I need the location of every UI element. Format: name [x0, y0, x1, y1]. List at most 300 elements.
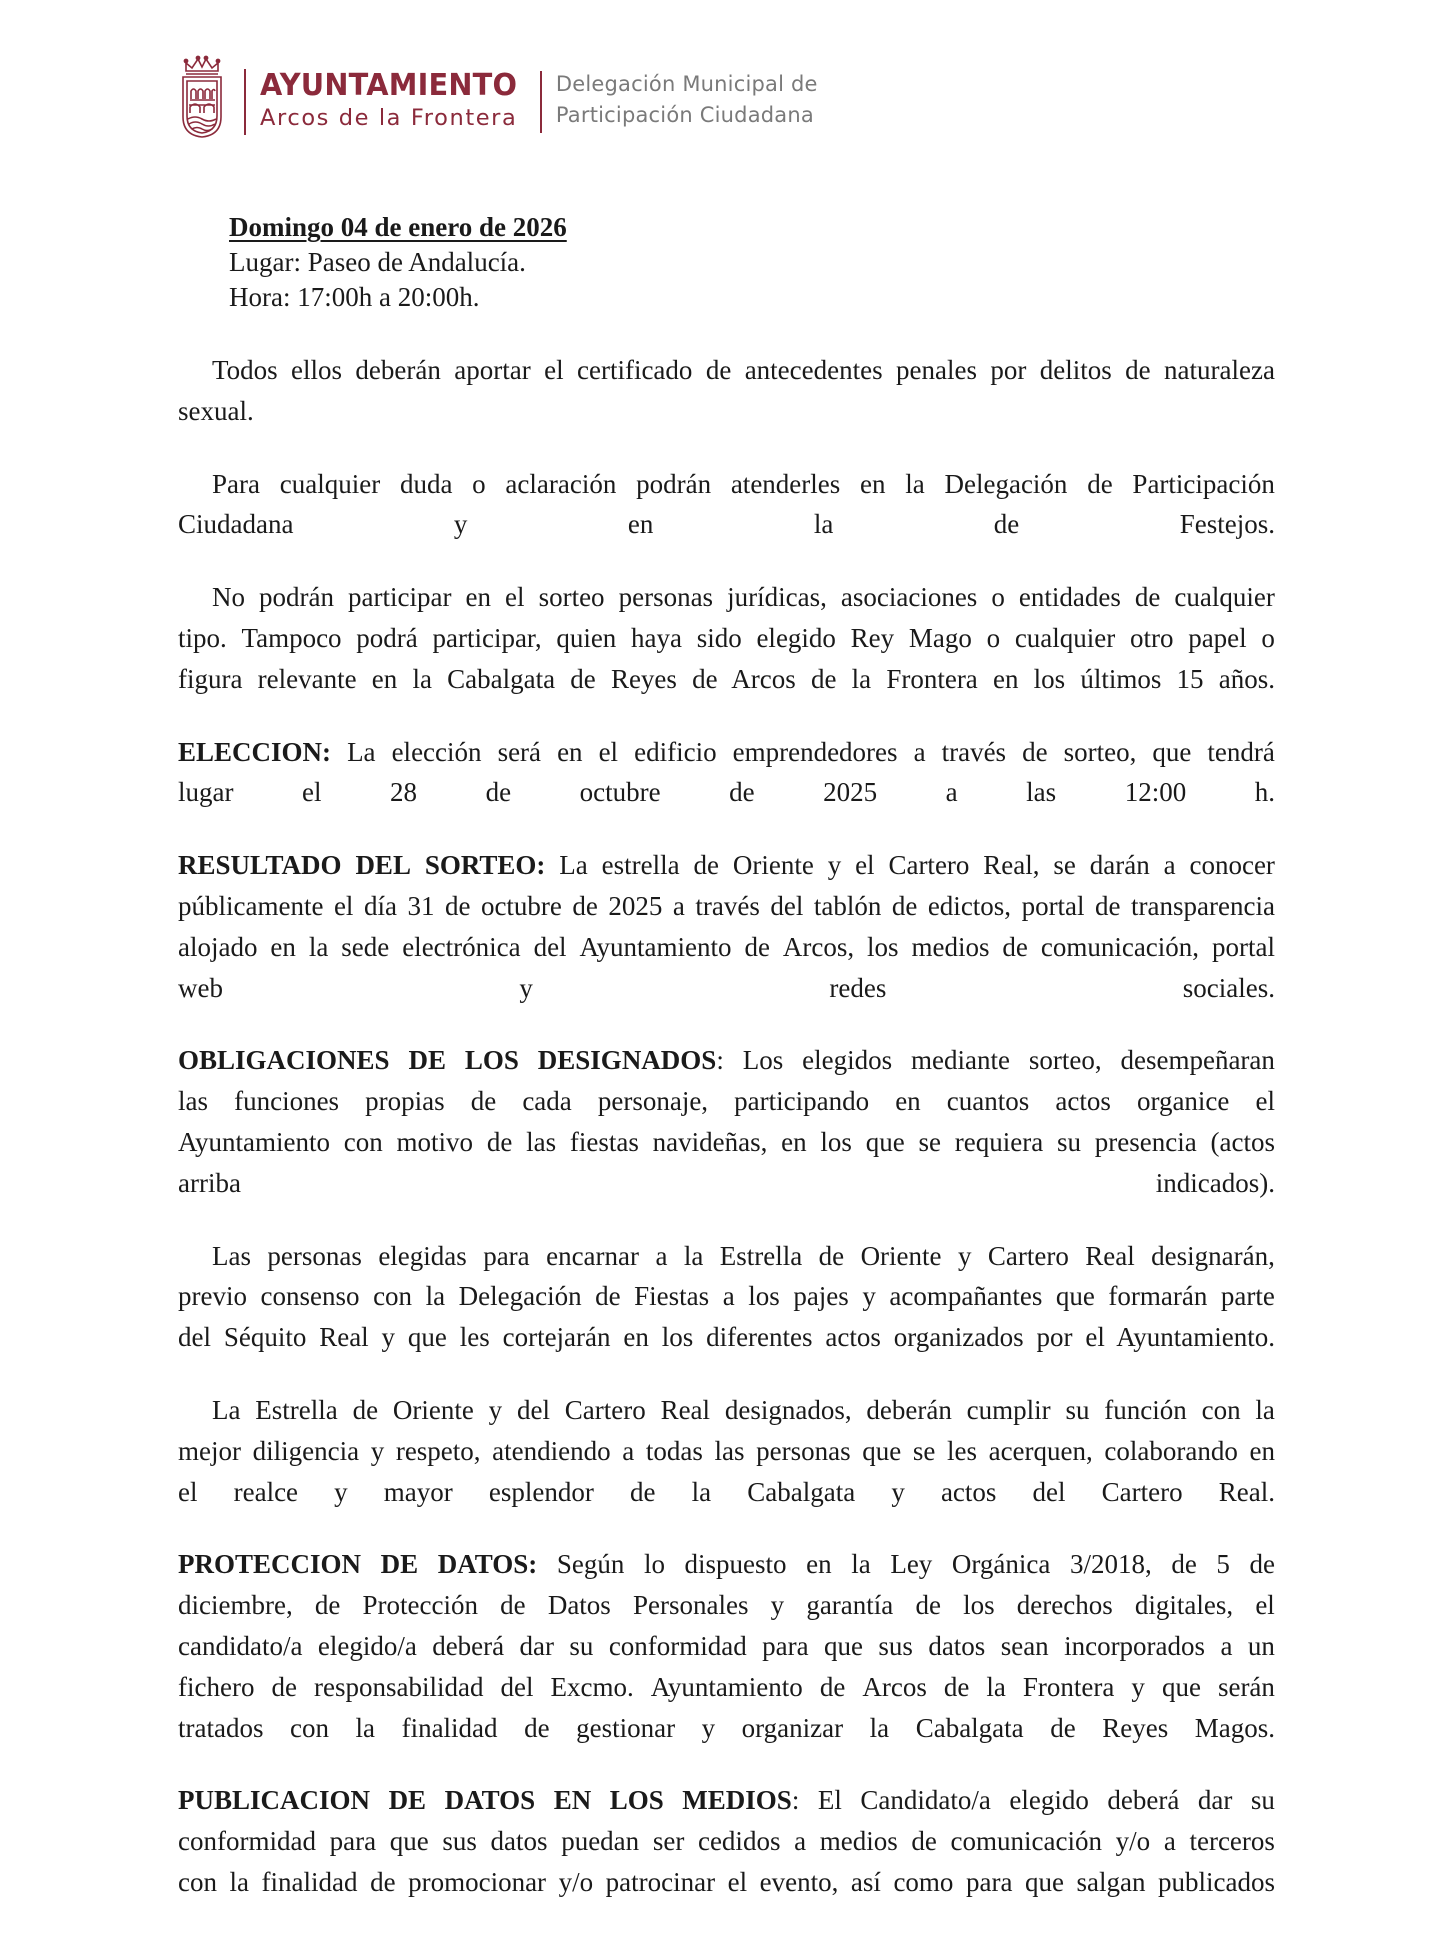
word: con [1201, 1394, 1241, 1425]
word: colaborando [1104, 1435, 1238, 1466]
event-details [229, 210, 567, 315]
word: comunicación, [1040, 931, 1200, 962]
word: acompañantes [889, 1281, 1043, 1312]
word: de [891, 890, 918, 921]
word: elegidas [378, 1240, 467, 1271]
word: OBLIGACIONES [178, 1045, 390, 1076]
word: Frontera [1022, 1671, 1115, 1702]
paragraph-line [178, 1626, 1275, 1667]
word: Para [212, 468, 260, 499]
word: o [1261, 622, 1275, 653]
word: que [865, 1126, 905, 1157]
word: electrónica [402, 931, 521, 962]
line-text: arriba indicados). [178, 1167, 1275, 1198]
word: haya [631, 622, 682, 653]
word: a [1163, 850, 1176, 881]
word: sorteo, [1063, 736, 1137, 767]
word: fiestas [569, 1126, 639, 1157]
paragraph-line [178, 1544, 1275, 1585]
word: el [855, 850, 875, 881]
paragraph-obligaciones [178, 1040, 1275, 1203]
word: formarán [1108, 1281, 1208, 1312]
word: DEL [355, 850, 411, 881]
word: a [1163, 1826, 1176, 1857]
word: de [1125, 355, 1151, 385]
word: y [827, 850, 842, 881]
line-text: figura relevante en la Cabalgata de Reyes de Arcos de la Frontera en los últimos 15 años. [178, 663, 1275, 694]
word: parte [1220, 1281, 1275, 1312]
word: el [1255, 1086, 1275, 1117]
word: aportar [454, 355, 531, 385]
word: participar [348, 582, 452, 613]
word: su [1250, 1785, 1275, 1816]
paragraph-line [178, 1862, 1275, 1903]
word: sus [878, 1630, 913, 1661]
word: del [500, 1671, 534, 1702]
word: cualquier [1014, 622, 1116, 653]
word: medios [911, 931, 990, 962]
word: emprendedores [732, 736, 898, 767]
word: conformidad [178, 1826, 316, 1857]
word: de [1087, 468, 1113, 499]
word: en [1249, 1435, 1275, 1466]
word: (actos [1210, 1126, 1275, 1157]
paragraph-line [178, 1122, 1275, 1163]
word: de [915, 1590, 941, 1621]
word: papel [1188, 622, 1247, 653]
word: los [963, 1590, 995, 1621]
paragraph-line [178, 1780, 1275, 1821]
paragraph-certificado [178, 350, 1275, 432]
word: deberán [355, 355, 441, 385]
paragraph-line [178, 618, 1275, 659]
word: para [762, 1630, 809, 1661]
word: diciembre, [178, 1590, 293, 1621]
word: de [500, 1590, 526, 1621]
paragraph-line [178, 464, 1275, 505]
line-text: tratados con la finalidad de gestionar y organizar la Cabalgata de Reyes Magos. [178, 1712, 1275, 1743]
word: en [806, 1549, 832, 1580]
word: en [465, 582, 492, 613]
word: de [943, 1671, 970, 1702]
word: deberán [866, 1394, 952, 1425]
word: del [533, 931, 567, 962]
word: para [329, 1826, 377, 1857]
word: datos [928, 1630, 986, 1661]
word: presencia [1094, 1126, 1197, 1157]
word: octubre [480, 890, 562, 921]
paragraph-line [178, 1163, 1275, 1204]
word: deberá [432, 1630, 505, 1661]
word: mediante [911, 1045, 1010, 1076]
word: las [714, 1435, 745, 1466]
word: en [557, 736, 583, 767]
word: públicamente [178, 890, 324, 921]
document-body [178, 350, 1275, 1935]
word: cuantos [946, 1086, 1030, 1117]
paragraph-line [178, 1472, 1275, 1513]
word: y [770, 1590, 785, 1621]
word: y [957, 1240, 972, 1271]
word: de [1095, 890, 1121, 921]
word: a [1220, 1630, 1233, 1661]
word: el [1255, 1590, 1275, 1621]
word: sorteo, [1028, 1045, 1102, 1076]
word: duda [399, 468, 453, 499]
word: Oriente [392, 1394, 474, 1425]
paragraph-line [178, 732, 1275, 773]
word: de [444, 890, 471, 921]
word: se [1053, 850, 1076, 881]
paragraph-line [178, 1821, 1275, 1862]
word: garantía [806, 1590, 894, 1621]
word: Los [742, 1045, 784, 1076]
word: y [488, 1394, 503, 1425]
word: pajes [793, 1281, 849, 1312]
word: responsabilidad [314, 1671, 484, 1702]
paragraph-line [178, 1081, 1275, 1122]
word: personas [267, 1240, 362, 1271]
word: LOS [464, 1045, 519, 1076]
word: el [544, 355, 564, 385]
word: el [505, 582, 525, 613]
word: Todos [212, 355, 278, 385]
line-text: lugar el 28 de octubre de 2025 a las 12:00 h. [178, 777, 1275, 808]
word: atendiendo [492, 1435, 611, 1466]
word: sede [341, 931, 390, 962]
word: con [373, 1281, 413, 1312]
word: de [819, 1671, 846, 1702]
paragraph-funcion [178, 1390, 1275, 1512]
word: función [1104, 1394, 1187, 1425]
word: de [352, 1394, 379, 1425]
word: entidades [1018, 582, 1121, 613]
word: consenso [260, 1281, 360, 1312]
organization-name-block [260, 69, 528, 133]
word: PROTECCION [178, 1549, 362, 1580]
word: y/o [1115, 1826, 1151, 1857]
word: penales [896, 355, 977, 385]
word: a [794, 1826, 807, 1857]
word: naturaleza [1164, 355, 1275, 385]
word: de [271, 1671, 297, 1702]
word: DE [380, 1549, 419, 1580]
paragraph-dudas [178, 464, 1275, 546]
word: Delegación [944, 468, 1068, 499]
word: de [1171, 1549, 1197, 1580]
letterhead [178, 55, 818, 139]
paragraph-line [178, 968, 1275, 1009]
word: Mago [908, 622, 972, 653]
word: a [913, 736, 926, 767]
word: o [991, 582, 1005, 613]
word: atenderles [730, 468, 841, 499]
word: la [851, 1549, 871, 1580]
word: RESULTADO [178, 850, 342, 881]
word: través [695, 890, 760, 921]
word: cada [522, 1086, 572, 1117]
word: de [1022, 736, 1048, 767]
letterhead-divider [244, 69, 246, 135]
paragraph-proteccion [178, 1544, 1275, 1748]
word: actos [1055, 1086, 1111, 1117]
word: SORTEO: [424, 850, 546, 881]
word: en [895, 1086, 921, 1117]
word: Oriente [732, 850, 814, 881]
word: los [867, 931, 899, 962]
word: la [986, 1671, 1006, 1702]
word: Candidato/a [860, 1785, 991, 1816]
word: de [595, 1281, 621, 1312]
word: del [770, 890, 804, 921]
word: Estrella [719, 1240, 803, 1271]
word: Datos [547, 1590, 611, 1621]
word: LOS [609, 1785, 664, 1816]
line-text: web y redes sociales. [178, 972, 1275, 1003]
word: comunicación [950, 1826, 1102, 1857]
word: tipo. [178, 622, 227, 653]
word: EN [553, 1785, 592, 1816]
word: de [693, 850, 719, 881]
paragraph-line [178, 1708, 1275, 1749]
word: con [343, 1126, 383, 1157]
word: en [860, 468, 886, 499]
word: que [1055, 1281, 1095, 1312]
word: sean [1000, 1630, 1049, 1661]
letterhead-divider [540, 71, 542, 133]
word: de [1002, 931, 1028, 962]
word: Personales [633, 1590, 749, 1621]
paragraph-sequito [178, 1236, 1275, 1358]
word: que [1152, 736, 1192, 767]
line-text: con la finalidad de promocionar y/o patrocinar el evento, así como para que salgan publicados [178, 1866, 1275, 1897]
paragraph-line [178, 1040, 1275, 1081]
paragraph-line [178, 927, 1275, 968]
line-text: el realce y mayor esplendor de la Cabalgata y actos del Cartero Real. [178, 1476, 1275, 1507]
word: la [1255, 1394, 1275, 1425]
word: y [370, 1435, 385, 1466]
word: encarnar [546, 1240, 640, 1271]
word: elegido [756, 622, 836, 653]
word: Orgánica [951, 1549, 1051, 1580]
word: DATOS: [437, 1549, 538, 1580]
word: edificio [634, 736, 717, 767]
word: de [818, 1240, 845, 1271]
paragraph-resultado [178, 845, 1275, 1008]
word: alojado [178, 931, 258, 962]
word: MEDIOS: [682, 1785, 800, 1816]
word: La [559, 850, 588, 881]
word: sorteo [538, 582, 605, 613]
word: navideñas, [652, 1126, 768, 1157]
paragraph-eleccion [178, 732, 1275, 814]
paragraph-line [178, 504, 1275, 545]
word: datos [490, 1826, 548, 1857]
word: o [986, 622, 1001, 653]
word: a [722, 1281, 735, 1312]
word: organice [1136, 1086, 1230, 1117]
word: DE [408, 1045, 446, 1076]
word: deberá [1107, 1785, 1180, 1816]
event-time: Hora: 17:00h a 20:00h. [229, 282, 480, 312]
line-text: sexual. [178, 395, 254, 426]
word: sus [442, 1826, 477, 1857]
word: DE [388, 1785, 427, 1816]
word: personaje, [597, 1086, 709, 1117]
line-text: del Séquito Real y que les cortejarán en los diferentes actos organizados por el Ayuntamiento. [178, 1322, 1275, 1353]
word: la [425, 1281, 446, 1312]
word: en [270, 931, 296, 962]
word: dispuesto [684, 1549, 787, 1580]
word: Real [1085, 1240, 1135, 1271]
word: DATOS [444, 1785, 536, 1816]
word: sido [696, 622, 742, 653]
word: Oriente [860, 1240, 942, 1271]
word: cedidos [697, 1826, 781, 1857]
word: se [912, 1435, 936, 1466]
word: la [683, 1240, 704, 1271]
word: y [1131, 1671, 1145, 1702]
paragraph-line [178, 577, 1275, 618]
word: desempeñaran [1120, 1045, 1275, 1076]
word: de [314, 1590, 341, 1621]
word: requiera [954, 1126, 1044, 1157]
word: 5 [1216, 1549, 1230, 1580]
word: para [483, 1240, 530, 1271]
word: participando [734, 1086, 870, 1117]
paragraph-line [178, 659, 1275, 700]
word: darán [1089, 850, 1150, 881]
word: Participación [1132, 468, 1275, 499]
word: que [1161, 1671, 1201, 1702]
paragraph-line [178, 391, 1275, 432]
word: Ayuntamiento [650, 1671, 803, 1702]
word: del [516, 1394, 550, 1425]
word: previo [178, 1281, 247, 1312]
word: ser [652, 1826, 685, 1857]
word: portal [1021, 890, 1085, 921]
word: se [918, 1126, 941, 1157]
word: propias [365, 1086, 445, 1117]
word: medios [819, 1826, 898, 1857]
word: dar [519, 1630, 555, 1661]
word: su [1065, 1394, 1090, 1425]
word: La [347, 736, 376, 767]
word: Tampoco [241, 622, 342, 653]
word: tablón [813, 890, 882, 921]
word: motivo [396, 1126, 474, 1157]
word: Rey [850, 622, 895, 653]
paragraph-line [178, 1390, 1275, 1431]
word: de [911, 1826, 937, 1857]
word: funciones [234, 1086, 340, 1117]
word: No [212, 582, 245, 613]
department-line-2: Participación Ciudadana [555, 103, 814, 127]
word: Las [212, 1240, 251, 1271]
paragraph-line [178, 1667, 1275, 1708]
word: Arcos, [782, 931, 855, 962]
word: el [333, 890, 354, 921]
word: día [363, 890, 397, 921]
word: elegidos [802, 1045, 893, 1076]
word: será [497, 736, 542, 767]
word: 3/2018, [1069, 1549, 1152, 1580]
word: a [672, 890, 685, 921]
word: dar [1197, 1785, 1233, 1816]
word: puedan [561, 1826, 640, 1857]
word: acerquen, [988, 1435, 1093, 1466]
word: 31 [407, 890, 435, 921]
word: 2025 [608, 890, 663, 921]
word: personas [756, 1435, 851, 1466]
word: Delegación [458, 1281, 582, 1312]
word: portal [1211, 931, 1275, 962]
word: La [212, 1394, 241, 1425]
coat-of-arms-icon [178, 55, 226, 139]
word: tendrá [1207, 736, 1275, 767]
word: delitos [1039, 355, 1112, 385]
word: Ley [890, 1549, 933, 1580]
word: el [598, 736, 619, 767]
word: personas [618, 582, 714, 613]
word: de [705, 355, 732, 385]
paragraph-publicacion [178, 1780, 1275, 1902]
word: terceros [1189, 1826, 1275, 1857]
word: designarán, [1151, 1240, 1275, 1271]
word: Cartero [987, 1240, 1069, 1271]
word: podrán [636, 468, 712, 499]
word: asociaciones [840, 582, 978, 613]
word: ellos [291, 355, 343, 385]
word: otro [1129, 622, 1174, 653]
word: de [486, 1126, 513, 1157]
word: derechos [1016, 1590, 1113, 1621]
word: quien [556, 622, 617, 653]
word: de [1249, 1549, 1275, 1580]
word: edictos, [927, 890, 1012, 921]
word: incorporados [1064, 1630, 1206, 1661]
word: través [941, 736, 1007, 767]
word: y [862, 1281, 876, 1312]
word: jurídicas, [727, 582, 827, 613]
word: un [1247, 1630, 1275, 1661]
word: de [470, 1086, 497, 1117]
word: Fiestas [634, 1281, 710, 1312]
word: de [744, 931, 770, 962]
word: diligencia [252, 1435, 360, 1466]
word: elegido/a [317, 1630, 417, 1661]
word: estrella [601, 850, 680, 881]
word: que [862, 1435, 902, 1466]
word: su [1056, 1126, 1081, 1157]
word: candidato/a [178, 1630, 303, 1661]
event-place: Lugar: Paseo de Andalucía. [229, 247, 526, 277]
word: elección [391, 736, 482, 767]
word: su [569, 1630, 594, 1661]
word: cualquier [279, 468, 381, 499]
word: Excmo. [550, 1671, 634, 1702]
word: conocer [1189, 850, 1275, 881]
word: digitales, [1134, 1590, 1234, 1621]
word: fichero [178, 1671, 255, 1702]
word: Cartero [888, 850, 970, 881]
word: designados, [724, 1394, 852, 1425]
word: DESIGNADOS: [537, 1045, 724, 1076]
word: ELECCION: [178, 736, 332, 767]
word: Cartero [564, 1394, 646, 1425]
word: Protección [362, 1590, 478, 1621]
word: todas [645, 1435, 703, 1466]
